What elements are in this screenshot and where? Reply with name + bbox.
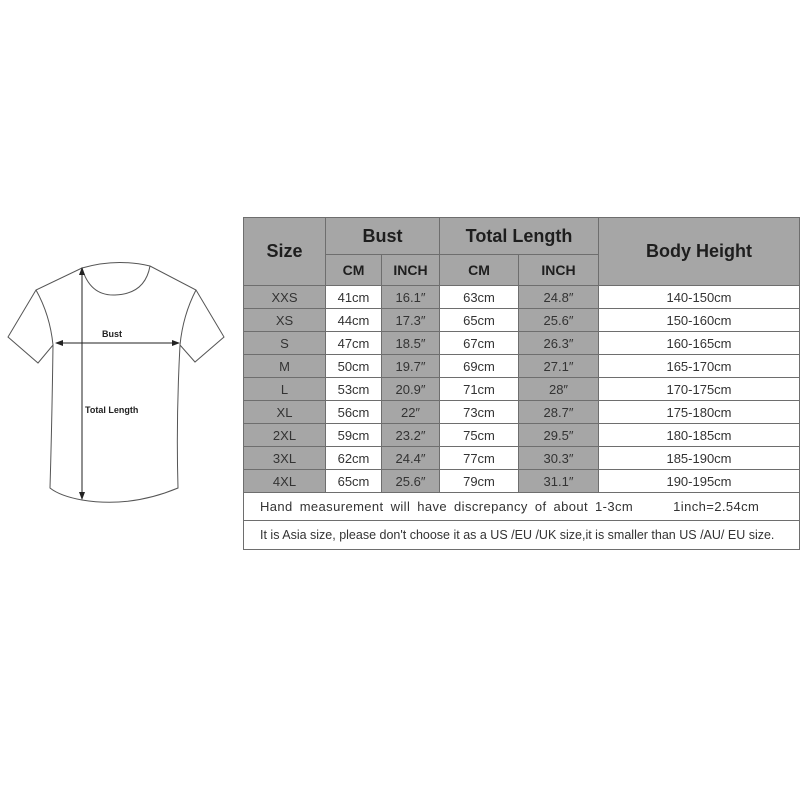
cell-bust-in: 22″ bbox=[382, 401, 440, 424]
cell-bust-in: 23.2″ bbox=[382, 424, 440, 447]
cell-size: XL bbox=[244, 401, 326, 424]
table-row bbox=[244, 355, 800, 378]
cell-len-cm: 65cm bbox=[440, 309, 519, 332]
cell-len-in: 24.8″ bbox=[519, 286, 599, 309]
cell-len-in: 29.5″ bbox=[519, 424, 599, 447]
header-total-length: Total Length bbox=[440, 218, 599, 255]
cell-size: XS bbox=[244, 309, 326, 332]
header-length-inch: INCH bbox=[519, 255, 599, 286]
cell-height: 165-170cm bbox=[599, 355, 800, 378]
cell-len-cm: 79cm bbox=[440, 470, 519, 493]
cell-height: 190-195cm bbox=[599, 470, 800, 493]
tshirt-diagram bbox=[0, 0, 240, 800]
cell-len-cm: 71cm bbox=[440, 378, 519, 401]
asia-size-note: It is Asia size, please don't choose it as a US /EU /UK size,it is smaller than US /AU/ EU size. bbox=[244, 521, 800, 550]
header-size: Size bbox=[244, 218, 326, 286]
cell-bust-cm: 41cm bbox=[326, 286, 382, 309]
cell-bust-cm: 53cm bbox=[326, 378, 382, 401]
cell-height: 180-185cm bbox=[599, 424, 800, 447]
cell-size: 2XL bbox=[244, 424, 326, 447]
cell-len-cm: 69cm bbox=[440, 355, 519, 378]
cell-height: 175-180cm bbox=[599, 401, 800, 424]
cell-bust-cm: 56cm bbox=[326, 401, 382, 424]
table-row bbox=[244, 378, 800, 401]
shirt-collar bbox=[82, 266, 150, 295]
cell-bust-in: 20.9″ bbox=[382, 378, 440, 401]
cell-height: 185-190cm bbox=[599, 447, 800, 470]
cell-len-in: 26.3″ bbox=[519, 332, 599, 355]
cell-len-in: 28″ bbox=[519, 378, 599, 401]
bust-label: Bust bbox=[102, 329, 122, 339]
table-row bbox=[244, 309, 800, 332]
table-row bbox=[244, 401, 800, 424]
table-row bbox=[244, 332, 800, 355]
cell-size: 3XL bbox=[244, 447, 326, 470]
table-row bbox=[244, 286, 800, 309]
size-chart-table bbox=[243, 217, 800, 550]
cell-bust-cm: 50cm bbox=[326, 355, 382, 378]
cell-len-in: 31.1″ bbox=[519, 470, 599, 493]
cell-bust-in: 18.5″ bbox=[382, 332, 440, 355]
cell-size: M bbox=[244, 355, 326, 378]
cell-bust-in: 25.6″ bbox=[382, 470, 440, 493]
cell-bust-in: 24.4″ bbox=[382, 447, 440, 470]
table-row bbox=[244, 424, 800, 447]
cell-size: L bbox=[244, 378, 326, 401]
table-row bbox=[244, 447, 800, 470]
table-row bbox=[244, 470, 800, 493]
cell-len-in: 30.3″ bbox=[519, 447, 599, 470]
cell-bust-cm: 62cm bbox=[326, 447, 382, 470]
cell-size: 4XL bbox=[244, 470, 326, 493]
cell-bust-cm: 44cm bbox=[326, 309, 382, 332]
cell-size: S bbox=[244, 332, 326, 355]
header-bust: Bust bbox=[326, 218, 440, 255]
cell-bust-cm: 65cm bbox=[326, 470, 382, 493]
measurement-note-text: Hand measurement will have discrepancy of about 1-3cm bbox=[260, 499, 634, 514]
cell-len-cm: 63cm bbox=[440, 286, 519, 309]
header-length-cm: CM bbox=[440, 255, 519, 286]
cell-len-cm: 77cm bbox=[440, 447, 519, 470]
measurement-note bbox=[244, 493, 800, 521]
inch-conversion-note: 1inch=2.54cm bbox=[673, 499, 760, 514]
cell-height: 140-150cm bbox=[599, 286, 800, 309]
cell-len-in: 28.7″ bbox=[519, 401, 599, 424]
cell-len-cm: 73cm bbox=[440, 401, 519, 424]
cell-bust-in: 19.7″ bbox=[382, 355, 440, 378]
cell-len-in: 27.1″ bbox=[519, 355, 599, 378]
cell-height: 170-175cm bbox=[599, 378, 800, 401]
cell-bust-cm: 47cm bbox=[326, 332, 382, 355]
cell-len-in: 25.6″ bbox=[519, 309, 599, 332]
cell-bust-cm: 59cm bbox=[326, 424, 382, 447]
cell-size: XXS bbox=[244, 286, 326, 309]
cell-len-cm: 67cm bbox=[440, 332, 519, 355]
total-length-label: Total Length bbox=[85, 405, 139, 415]
cell-bust-in: 16.1″ bbox=[382, 286, 440, 309]
cell-height: 160-165cm bbox=[599, 332, 800, 355]
header-body-height: Body Height bbox=[599, 218, 800, 286]
cell-len-cm: 75cm bbox=[440, 424, 519, 447]
header-bust-cm: CM bbox=[326, 255, 382, 286]
cell-height: 150-160cm bbox=[599, 309, 800, 332]
header-bust-inch: INCH bbox=[382, 255, 440, 286]
cell-bust-in: 17.3″ bbox=[382, 309, 440, 332]
